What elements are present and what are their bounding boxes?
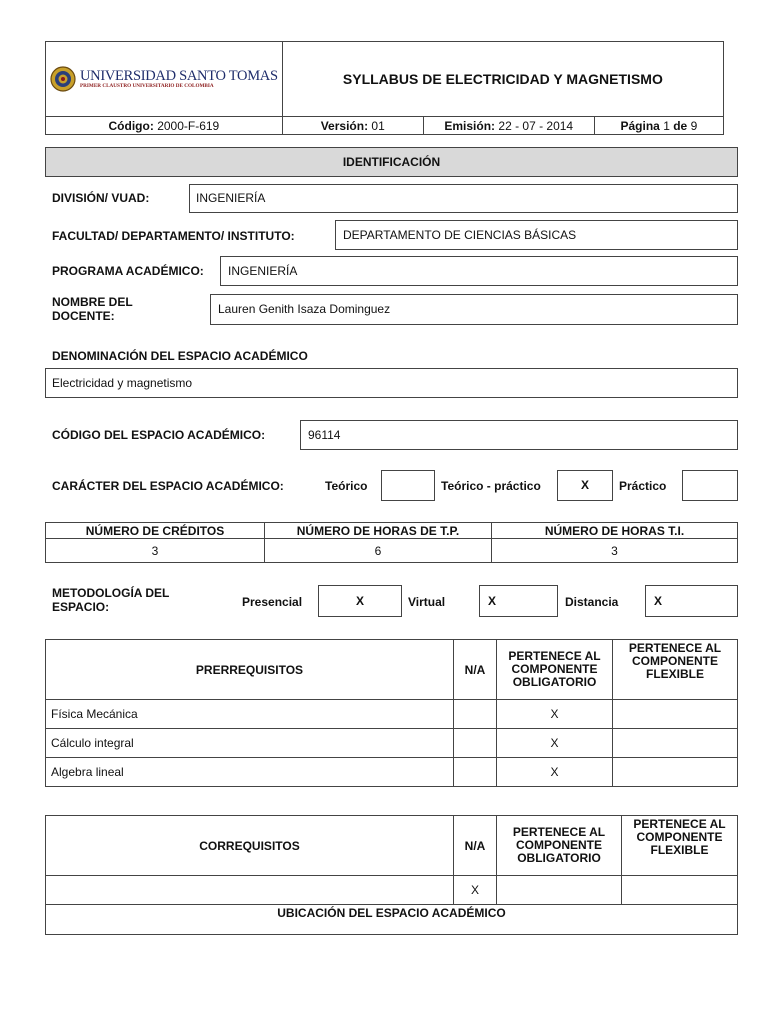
horas-ti-value: 3	[492, 539, 738, 563]
emision-cell: Emisión: 22 - 07 - 2014	[423, 117, 594, 135]
horas-ti-header: NÚMERO DE HORAS T.I.	[492, 523, 738, 539]
caracter-label: CARÁCTER DEL ESPACIO ACADÉMICO:	[52, 479, 284, 493]
pagina-cell: Página 1 de 9	[594, 117, 723, 135]
table-row	[46, 758, 738, 787]
facultad-label: FACULTAD/ DEPARTAMENTO/ INSTITUTO:	[52, 229, 295, 243]
version-cell: Versión: 01	[282, 117, 423, 135]
programa-label: PROGRAMA ACADÉMICO:	[52, 264, 204, 278]
correquisitos-oblig-header: PERTENECE AL COMPONENTE OBLIGATORIO	[497, 816, 622, 876]
distancia-label: Distancia	[565, 595, 619, 609]
correq-name	[46, 876, 454, 905]
correquisitos-na-header: N/A	[454, 816, 497, 876]
presencial-label: Presencial	[242, 595, 303, 609]
logo-tagline: PRIMER CLAUSTRO UNIVERSITARIO DE COLOMBIA	[80, 83, 214, 90]
virtual-checkbox: X	[479, 585, 558, 617]
prerreq-na	[454, 700, 497, 729]
creditos-table	[45, 522, 738, 563]
header-table	[45, 41, 724, 135]
prerrequisitos-flex-header: PERTENECE AL COMPONENTE FLEXIBLE	[613, 640, 738, 700]
creditos-header: NÚMERO DE CRÉDITOS	[46, 523, 265, 539]
table-row	[46, 876, 738, 905]
teorico-label: Teórico	[325, 479, 368, 493]
ubicacion-header: UBICACIÓN DEL ESPACIO ACADÉMICO	[46, 905, 738, 935]
codigo-espacio-label: CÓDIGO DEL ESPACIO ACADÉMICO:	[52, 428, 266, 442]
logo-name: UNIVERSIDAD SANTO TOMAS	[80, 67, 278, 84]
presencial-checkbox: X	[318, 585, 402, 617]
university-seal-icon	[50, 66, 76, 92]
horas-tp-value: 6	[265, 539, 492, 563]
teorico-practico-checkbox: X	[557, 470, 613, 501]
docente-field: Lauren Genith Isaza Dominguez	[210, 294, 738, 325]
codigo-cell: Código: 2000-F-619	[46, 117, 283, 135]
prerreq-flex	[613, 758, 738, 787]
teorico-practico-label: Teórico - práctico	[441, 479, 541, 493]
prerreq-oblig: X	[497, 700, 613, 729]
division-label: DIVISIÓN/ VUAD:	[52, 191, 150, 205]
correquisitos-header: CORREQUISITOS	[46, 816, 454, 876]
prerreq-flex	[613, 729, 738, 758]
prerrequisitos-na-header: N/A	[454, 640, 497, 700]
correquisitos-flex-header: PERTENECE AL COMPONENTE FLEXIBLE	[622, 816, 738, 876]
virtual-label: Virtual	[408, 595, 446, 609]
prerrequisitos-table	[45, 639, 738, 787]
prerrequisitos-oblig-header: PERTENECE AL COMPONENTE OBLIGATORIO	[497, 640, 613, 700]
facultad-field: DEPARTAMENTO DE CIENCIAS BÁSICAS	[335, 220, 738, 250]
prerreq-name: Algebra lineal	[46, 758, 454, 787]
section-title-identificacion: IDENTIFICACIÓN	[45, 147, 738, 177]
correquisitos-table	[45, 815, 738, 935]
practico-checkbox	[682, 470, 738, 501]
prerrequisitos-header: PRERREQUISITOS	[46, 640, 454, 700]
metodologia-label: METODOLOGÍA DEL ESPACIO:	[52, 586, 170, 614]
distancia-checkbox: X	[645, 585, 738, 617]
division-field: INGENIERÍA	[189, 184, 738, 213]
correq-flex	[622, 876, 738, 905]
correq-oblig	[497, 876, 622, 905]
creditos-value: 3	[46, 539, 265, 563]
prerreq-oblig: X	[497, 729, 613, 758]
docente-label: NOMBRE DEL DOCENTE:	[52, 295, 133, 323]
codigo-espacio-field: 96114	[300, 420, 738, 450]
prerreq-na	[454, 758, 497, 787]
document-title: SYLLABUS DE ELECTRICIDAD Y MAGNETISMO	[282, 42, 723, 117]
table-row	[46, 729, 738, 758]
prerreq-oblig: X	[497, 758, 613, 787]
programa-field: INGENIERÍA	[220, 256, 738, 286]
denominacion-field: Electricidad y magnetismo	[45, 368, 738, 398]
prerreq-na	[454, 729, 497, 758]
table-row	[46, 700, 738, 729]
prerreq-name: Física Mecánica	[46, 700, 454, 729]
practico-label: Práctico	[619, 479, 667, 493]
logo-cell	[46, 42, 283, 117]
denominacion-label: DENOMINACIÓN DEL ESPACIO ACADÉMICO	[52, 349, 308, 363]
horas-tp-header: NÚMERO DE HORAS DE T.P.	[265, 523, 492, 539]
prerreq-flex	[613, 700, 738, 729]
prerreq-name: Cálculo integral	[46, 729, 454, 758]
correq-na: X	[454, 876, 497, 905]
teorico-checkbox	[381, 470, 435, 501]
